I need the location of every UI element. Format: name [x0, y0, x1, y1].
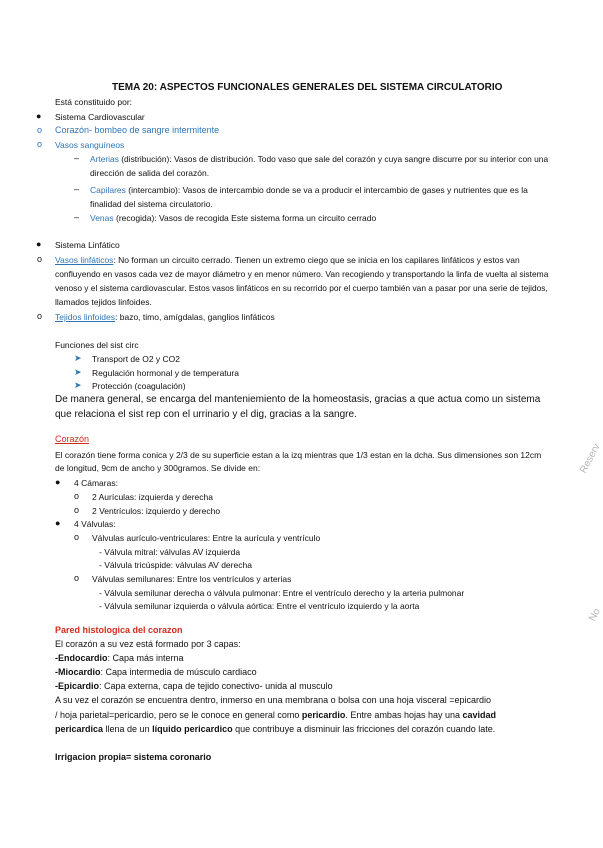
venas-text: (recogida): Vasos de recogida Este sistema forma un circuito cerrado [116, 213, 377, 223]
vasos-linfaticos-line2: confluyendo en vasos cada vez de mayor diámetro y en menor número. Van recogiendo y transportando la linfa de vuelta al sistema [55, 269, 549, 279]
pericardio-text: llena de un [103, 724, 153, 734]
vasos-linfaticos-line1 [55, 255, 520, 265]
tejidos-linfoides-text: : bazo, timo, amígdalas, ganglios linfáticos [115, 312, 275, 322]
pericardio-line3 [55, 724, 495, 734]
camaras: 4 Cámaras: [74, 478, 118, 488]
intro-text: Está constituido por: [55, 97, 133, 107]
cavidad-term: cavidad [462, 710, 497, 720]
valvulas: 4 Válvulas: [74, 519, 116, 529]
bullet-dot: ● [55, 518, 61, 528]
tejidos-linfoides [55, 312, 275, 322]
pericardio-text: / hoja parietal=pericardio, pero se le conoce en general como [55, 710, 302, 720]
arterias-line1 [90, 154, 548, 164]
arterias-text: (distribución): Vasos de distribución. Todo vaso que sale del corazón y cuya sangre discurre por su interior con una [121, 154, 549, 164]
capilares-text: (intercambio): Vasos de intercambio donde se va a producir el intercambio de gases y nutrientes que es la [128, 185, 528, 195]
pared-heading: Pared histologica del corazon [55, 625, 183, 635]
sistema-linfatico: Sistema Linfático [55, 240, 120, 250]
capilares-line2: finalidad del sistema circulatorio. [90, 199, 213, 209]
homeostasis-line1: De manera general, se encarga del manteniemiento de la homeostasis, gracias a que actua como un sistema [55, 394, 541, 405]
bullet-dot: ● [36, 239, 42, 249]
miocardio-term: -Miocardio [55, 667, 101, 677]
auriculas: 2 Aurículas: izquierda y derecha [92, 492, 213, 502]
valvula-pulmonar: - Válvula semilunar derecha o válvula pulmonar: Entre el ventrículo derecho y la arteria pulmonar [99, 588, 465, 598]
venas-line1 [90, 213, 376, 223]
liquido-term: líquido pericardico [152, 724, 233, 734]
bullet-dot: ● [36, 111, 42, 121]
endocardio [55, 653, 184, 663]
corazon-item: Corazón- bombeo de sangre intermitente [55, 125, 220, 135]
vasos-linfaticos-text: : No forman un circuito cerrado. Tienen un extremo ciego que se inicia en los capilares linfáticos y estos van [113, 255, 520, 265]
side-watermark-text: No [587, 606, 603, 624]
capilares-line1 [90, 185, 528, 195]
pericardio-line2 [55, 710, 496, 720]
sistema-cardiovascular: Sistema Cardiovascular [55, 112, 145, 122]
pericardio-text: que contribuye a disminuir las fricciones del corazón cuando late. [232, 724, 496, 734]
corazon-heading: Corazón [55, 434, 90, 444]
bullet-o: o [37, 125, 43, 135]
bullet-o: o [37, 311, 43, 321]
vasos-linfaticos-term: Vasos linfáticos [55, 255, 114, 265]
bullet-o: o [74, 573, 80, 583]
epicardio-term: -Epicardio [55, 681, 100, 691]
arterias-term: Arterias [90, 154, 119, 164]
irrigacion-heading: Irrigacion propia= sistema coronario [55, 752, 212, 762]
vasos-linfaticos-line4: llamados tejidos linfoides. [55, 297, 152, 307]
funciones-heading: Funciones del sist circ [55, 340, 139, 350]
bullet-o: o [74, 491, 80, 501]
funcion-item: Protección (coagulación) [92, 381, 186, 391]
bullet-o: o [74, 505, 80, 515]
arrow-bullet: ➤ [74, 380, 82, 390]
bullet-dot: ● [55, 477, 61, 487]
valvulas-semilunares: Válvulas semilunares: Entre los ventrículos y arterias [92, 574, 292, 584]
epicardio-text: : Capa externa, capa de tejido conectivo- unida al musculo [99, 681, 333, 691]
miocardio-text: : Capa intermedia de músculo cardiaco [100, 667, 257, 677]
pericardio-text: . Entre ambas hojas hay una [345, 710, 463, 720]
dash-bullet: – [74, 212, 80, 222]
arterias-line2: dirección de salida del corazón. [90, 168, 210, 178]
valvula-tricuspide: - Válvula tricúspide: válvulas AV derecha [99, 560, 252, 570]
bullet-o: o [37, 139, 43, 149]
ventriculos: 2 Ventrículos: izquierdo y derecho [92, 506, 221, 516]
miocardio [55, 667, 257, 677]
arrow-bullet: ➤ [74, 353, 82, 363]
side-watermark-text: Reserv [578, 442, 603, 476]
valvulas-av: Válvulas aurículo-ventriculares: Entre la aurícula y ventrículo [92, 533, 321, 543]
corazon-p2: de longitud, 9cm de ancho y 300gramos. Se divide en: [55, 463, 261, 473]
pared-intro: El corazón a su vez está formado por 3 capas: [55, 639, 241, 649]
venas-term: Venas [90, 213, 114, 223]
pericardio-line1: A su vez el corazón se encuentra dentro, inmerso en una membrana o bolsa con una hoja visceral =epicardio [55, 695, 492, 705]
endocardio-term: -Endocardio [55, 653, 108, 663]
tejidos-linfoides-term: Tejidos linfoides [55, 312, 116, 322]
bullet-o: o [74, 532, 80, 542]
pericardio-term: pericardio [301, 710, 346, 720]
corazon-p1: El corazón tiene forma conica y 2/3 de su superficie estan a la izq mientras que 1/3 estan en la dcha. Sus dimensiones son 12cm [55, 450, 542, 460]
bullet-o: o [37, 254, 43, 264]
valvula-aortica: - Válvula semilunar izquierda o válvula aórtica: Entre el ventrículo izquierdo y la aorta [99, 601, 420, 611]
funcion-item: Regulación hormonal y de temperatura [92, 368, 239, 378]
cavidad-term: pericardica [55, 724, 104, 734]
valvula-mitral: - Válvula mitral: válvulas AV izquierda [99, 547, 241, 557]
vasos-sanguineos: Vasos sanguíneos [55, 140, 125, 150]
vasos-linfaticos-line3: venoso y el sistema cardiovascular. Estos vasos linfáticos en su recorrido por el cuerpo también van a pasar por una serie de tejidos, [55, 283, 548, 293]
funcion-item: Transport de O2 y CO2 [92, 354, 181, 364]
homeostasis-line2: que relaciona el sist rep con el urrinario y el dig, gracias a la sangre. [55, 409, 357, 420]
endocardio-text: : Capa más interna [107, 653, 184, 663]
dash-bullet: – [74, 184, 80, 194]
capilares-term: Capilares [90, 185, 126, 195]
dash-bullet: – [74, 153, 80, 163]
page-title: TEMA 20: ASPECTOS FUNCIONALES GENERALES DEL SISTEMA CIRCULATORIO [112, 82, 503, 93]
epicardio [55, 681, 333, 691]
arrow-bullet: ➤ [74, 367, 82, 377]
